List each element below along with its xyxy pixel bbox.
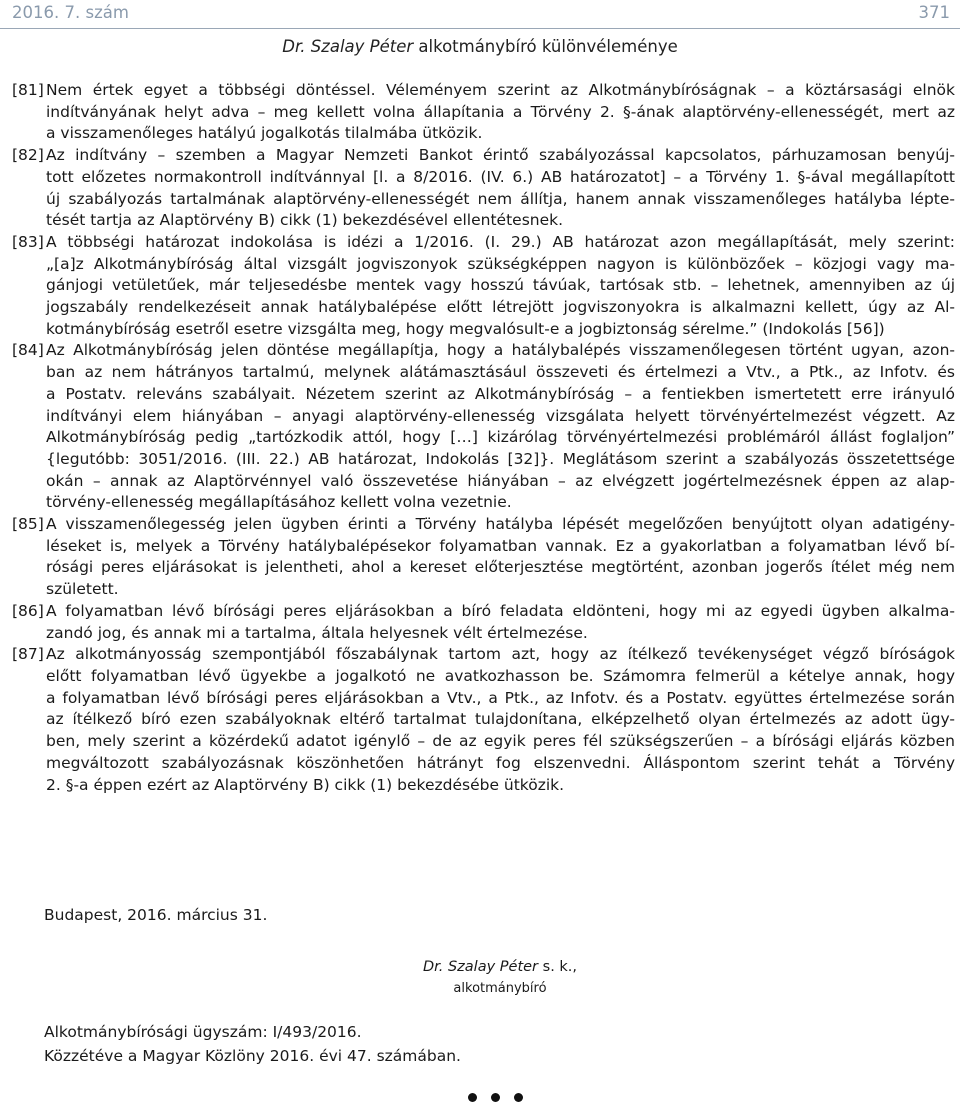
text-line: 2. §-a éppen ezért az Alaptörvény B) cikk (1) bekezdésébe ütközik. bbox=[46, 775, 565, 794]
paragraph-number: [87] bbox=[12, 645, 44, 664]
signature-suffix: s. k., bbox=[538, 959, 578, 975]
paragraph bbox=[12, 232, 955, 341]
document-body bbox=[12, 80, 955, 796]
paragraph-number: [82] bbox=[12, 146, 44, 165]
text-line: jogszabály rendelkezéseit annak hatálybalépése előtt létrejött jogviszonyokra is alkalmazni kellett, úgy az Al- bbox=[46, 298, 955, 317]
signature-name bbox=[40, 957, 960, 977]
paragraph-text bbox=[46, 514, 955, 601]
text-line: A folyamatban lévő bírósági peres eljárásokban a bíró feladata eldönteni, hogy mi az egyedi ügyben alkalma- bbox=[46, 601, 955, 620]
publication-note: Közzétéve a Magyar Közlöny 2016. évi 47. számában. bbox=[44, 1046, 461, 1065]
text-line: a folyamatban lévő bírósági peres eljárásokban a Vtv., a Ptk., az Infotv. és a Postatv. együttes értelmezése során bbox=[46, 688, 955, 707]
text-line: Alkotmánybíróság pedig „tartózkodik attól, hogy […] kizárólag törvényértelmezési problémáról állást foglaljon” bbox=[46, 428, 955, 447]
paragraph bbox=[12, 340, 955, 514]
document-footer bbox=[44, 1021, 461, 1068]
signature-judge-name: Dr. Szalay Péter bbox=[422, 959, 539, 975]
issue-label: 2016. 7. szám bbox=[12, 3, 129, 22]
ornament-dot bbox=[468, 1093, 477, 1102]
title-judge-name: Dr. Szalay Péter bbox=[282, 37, 414, 56]
page-header bbox=[0, 0, 960, 34]
title-rest: alkotmánybíró különvéleménye bbox=[413, 37, 678, 56]
text-line: indítványi elem hiányában – anyagi alaptörvény-ellenesség vizsgálata helyett törvényértelmezést végzett. Az bbox=[46, 406, 955, 425]
header-rule bbox=[0, 28, 960, 29]
ornament-dot bbox=[491, 1093, 500, 1102]
text-line: tott előzetes normakontroll indítvánnyal [l. a 8/2016. (IV. 6.) AB határozatot] – a Törvény 1. §-ával megállapított bbox=[46, 167, 955, 186]
paragraph-number: [85] bbox=[12, 515, 44, 534]
text-line: léseket is, melyek a Törvény hatálybalépésekor folyamatban vannak. Ez a gyakorlatban a folyamatban lévő bí- bbox=[46, 536, 955, 555]
document-date: Budapest, 2016. március 31. bbox=[44, 906, 268, 924]
text-line: tését tartja az Alaptörvény B) cikk (1) bekezdésével ellentétesnek. bbox=[46, 211, 564, 230]
page-number: 371 bbox=[918, 3, 950, 22]
text-line: Az Alkotmánybíróság jelen döntése megállapítja, hogy a hatálybalépés visszamenőlegesen történt ugyan, azon- bbox=[46, 341, 955, 360]
page-title bbox=[0, 37, 960, 56]
paragraph-text bbox=[46, 145, 955, 232]
text-line: zandó jog, és annak mi a tartalma, általa helyesnek vélt értelmezése. bbox=[46, 623, 588, 642]
text-line: ben, mely szerint a közérdekű adatot igénylő – de az egyik peres fél szükségszerűen – a bírósági eljárás közben bbox=[46, 732, 955, 751]
paragraph-number: [86] bbox=[12, 601, 44, 620]
ornament-dot bbox=[514, 1093, 523, 1102]
text-line: új szabályozás tartalmának alaptörvény-ellenességét nem állítja, hanem annak visszamenőleges hatályba lépte- bbox=[46, 189, 955, 208]
text-line: Az indítvány – szemben a Magyar Nemzeti Bankot érintő szabályozással kapcsolatos, párhuzamosan benyúj- bbox=[46, 146, 955, 165]
text-line: {legutóbb: 3051/2016. (III. 22.) AB határozat, Indokolás [32]}. Meglátásom szerint a szabályozás összetettsége bbox=[46, 449, 955, 468]
text-line: született. bbox=[46, 580, 119, 599]
text-line: gánjogi vetületűek, már teljesedésbe mentek vagy hosszú távúak, tartósak stb. – lehetnek, amennyiben az új bbox=[46, 276, 955, 295]
signature-role: alkotmánybíró bbox=[453, 981, 547, 996]
paragraph-number: [84] bbox=[12, 341, 44, 360]
text-line: okán – annak az Alaptörvénnyel való összevetése hiányában – az elvégzett jogértelmezésnek éppen az alap- bbox=[46, 471, 955, 490]
paragraph bbox=[12, 644, 955, 796]
end-ornament bbox=[0, 1093, 960, 1102]
signature-block bbox=[0, 957, 960, 1001]
text-line: a Postatv. releváns szabályait. Nézetem szerint az Alkotmánybíróság – a fentiekben ismertetett erre irányuló bbox=[46, 384, 955, 403]
paragraph-text bbox=[46, 644, 955, 796]
text-line: indítványának helyt adva – meg kellett volna állapítania a Törvény 2. §-ának alaptörvény-ellenességét, mert az bbox=[46, 102, 955, 121]
case-number: Alkotmánybírósági ügyszám: I/493/2016. bbox=[44, 1023, 362, 1041]
text-line: az ítélkező bíró ezen szabályoknak eltérő tartalmat tulajdonítana, elképzelhető olyan értelmezés az adott ügy- bbox=[46, 710, 955, 729]
text-line: A visszamenőlegesség jelen ügyben érinti a Törvény hatályba lépését megelőzően benyújtott olyan adatigény- bbox=[46, 515, 955, 534]
paragraph bbox=[12, 80, 955, 145]
text-line: A többségi határozat indokolása is idézi a 1/2016. (I. 29.) AB határozat azon megállapítását, mely szerint: bbox=[46, 232, 955, 251]
text-line: ban az nem hátrányos tartalmú, melynek alátámasztásául összeveti és értelmezi a Vtv., a Ptk., az Infotv. és bbox=[46, 363, 955, 382]
paragraph bbox=[12, 601, 955, 644]
paragraph-number: [81] bbox=[12, 81, 44, 99]
text-line: megváltozott szabályozásnak köszönhetően hátrányt fog elszenvedni. Álláspontom szerint tehát a Törvény bbox=[46, 753, 955, 772]
paragraph-text bbox=[46, 232, 955, 341]
paragraph-text bbox=[46, 601, 955, 644]
text-line: Az alkotmányosság szempontjából főszabálynak tartom azt, hogy az ítélkező tevékenységet végző bíróságok bbox=[46, 645, 955, 664]
paragraph-number: [83] bbox=[12, 232, 44, 251]
text-line: előtt folyamatban lévő ügyekbe a jogalkotó ne avatkozhasson be. Számomra felmerül a kételye annak, hogy bbox=[46, 666, 955, 685]
text-line: rósági peres eljárásokat is jelentheti, ahol a kereset előterjesztése megtörtént, azonban jogerős ítélet még nem bbox=[46, 558, 955, 577]
paragraph bbox=[12, 514, 955, 601]
text-line: „[a]z Alkotmánybíróság által vizsgált jogviszonyok szükségképpen nagyon is különbözőek – közjogi vagy ma- bbox=[46, 254, 955, 273]
paragraph-text bbox=[46, 340, 955, 514]
text-line: Nem értek egyet a többségi döntéssel. Véleményem szerint az Alkotmánybíróságnak – a köztársasági elnök bbox=[46, 81, 955, 99]
text-line: törvény-ellenesség megállapításához kellett volna vezetnie. bbox=[46, 493, 512, 512]
text-line: kotmánybíróság esetről esetre vizsgálta meg, hogy megvalósult-e a jogbiztonság sérelme.” (Indokolás [56]) bbox=[46, 319, 885, 338]
paragraph bbox=[12, 145, 955, 232]
paragraph-text bbox=[46, 80, 955, 145]
text-line: a visszamenőleges hatályú jogalkotás tilalmába ütközik. bbox=[46, 124, 483, 143]
